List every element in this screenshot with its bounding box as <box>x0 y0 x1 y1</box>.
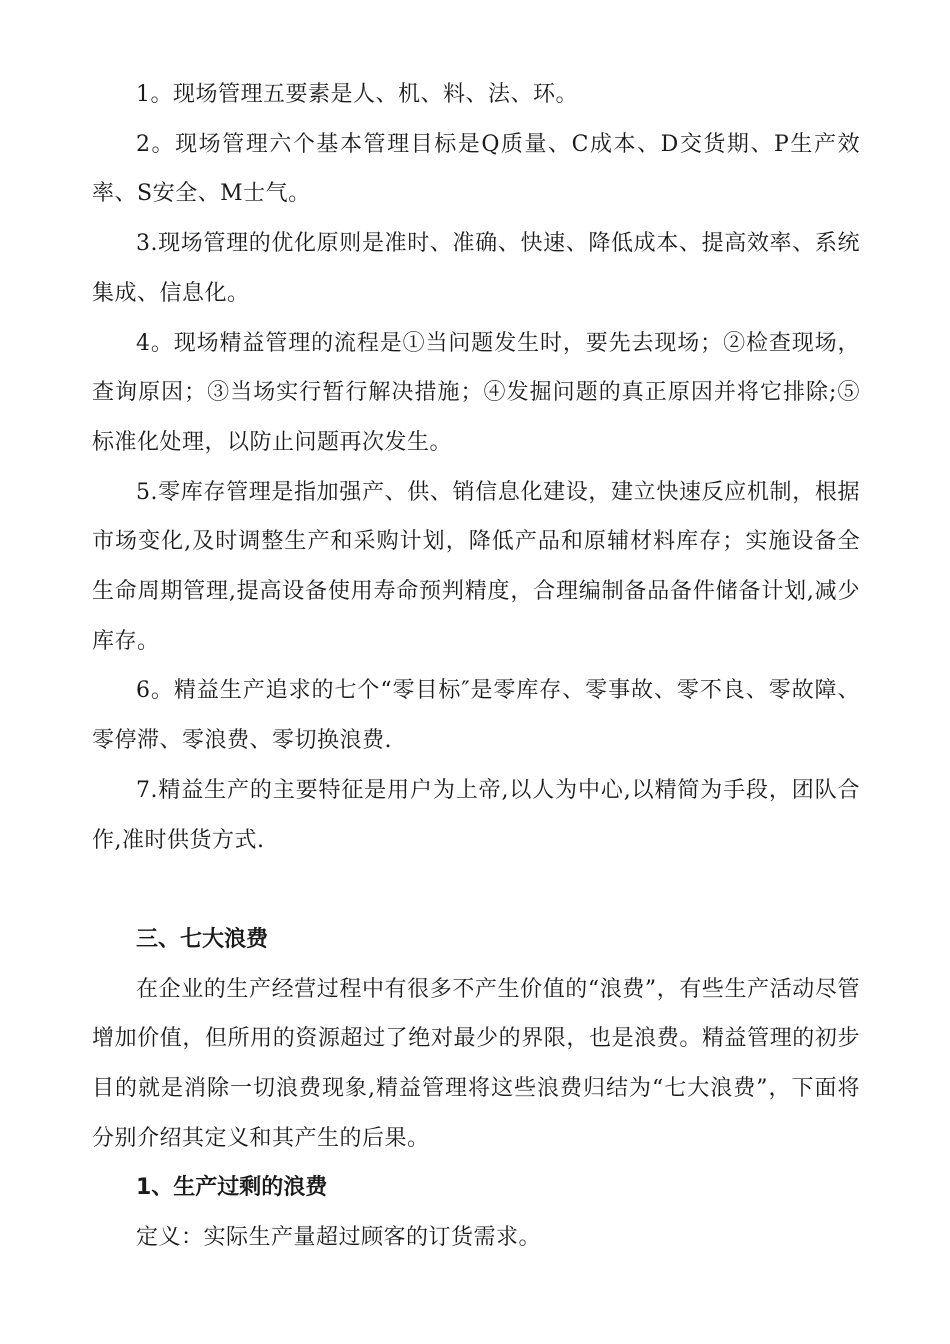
paragraph-5: 5.零库存管理是指加强产、供、销信息化建设，建立快速反应机制，根据市场变化,及时调整生产和采购计划，降低产品和原辅材料库存；实施设备全生命周期管理,提高设备使用寿命预判精度，合理编制备品备件储备计划,减少库存。 <box>92 479 860 654</box>
section-heading: 三、七大浪费 <box>136 926 269 952</box>
document-page <box>92 70 860 1263</box>
subheading-overproduction: 1、生产过剩的浪费 <box>136 1175 328 1201</box>
paragraph-1: 1。现场管理五要素是人、机、料、法、环。 <box>136 82 578 107</box>
paragraph-6: 6。精益生产追求的七个“零目标″是零库存、零事故、零不良、零故障、零停滞、零浪费、零切换浪费. <box>92 678 860 754</box>
definition-overproduction: 定义：实际生产量超过顾客的订货需求。 <box>136 1225 542 1251</box>
section-intro: 在企业的生产经营过程中有很多不产生价值的“浪费”，有些生产活动尽管增加价值，但所用的资源超过了绝对最少的界限，也是浪费。精益管理的初步目的就是消除一切浪费现象,精益管理将这些浪费归结为“七大浪费”，下面将分别介绍其定义和其产生的后果。 <box>92 976 860 1151</box>
section-spacer <box>92 865 860 915</box>
paragraph-4: 4。现场精益管理的流程是①当问题发生时，要先去现场；②检查现场，查询原因；③当场实行暂行解决措施；④发掘问题的真正原因并将它排除;⑤标准化处理，以防止问题再次发生。 <box>92 330 860 455</box>
paragraph-7: 7.精益生产的主要特征是用户为上帝,以人为中心,以精简为手段，团队合作,准时供货方式. <box>92 777 860 853</box>
paragraph-3: 3.现场管理的优化原则是准时、准确、快速、降低成本、提高效率、系统集成、信息化。 <box>92 231 860 306</box>
paragraph-2: 2。现场管理六个基本管理目标是Q质量、C成本、D交货期、P生产效率、S安全、M士气。 <box>92 131 860 207</box>
